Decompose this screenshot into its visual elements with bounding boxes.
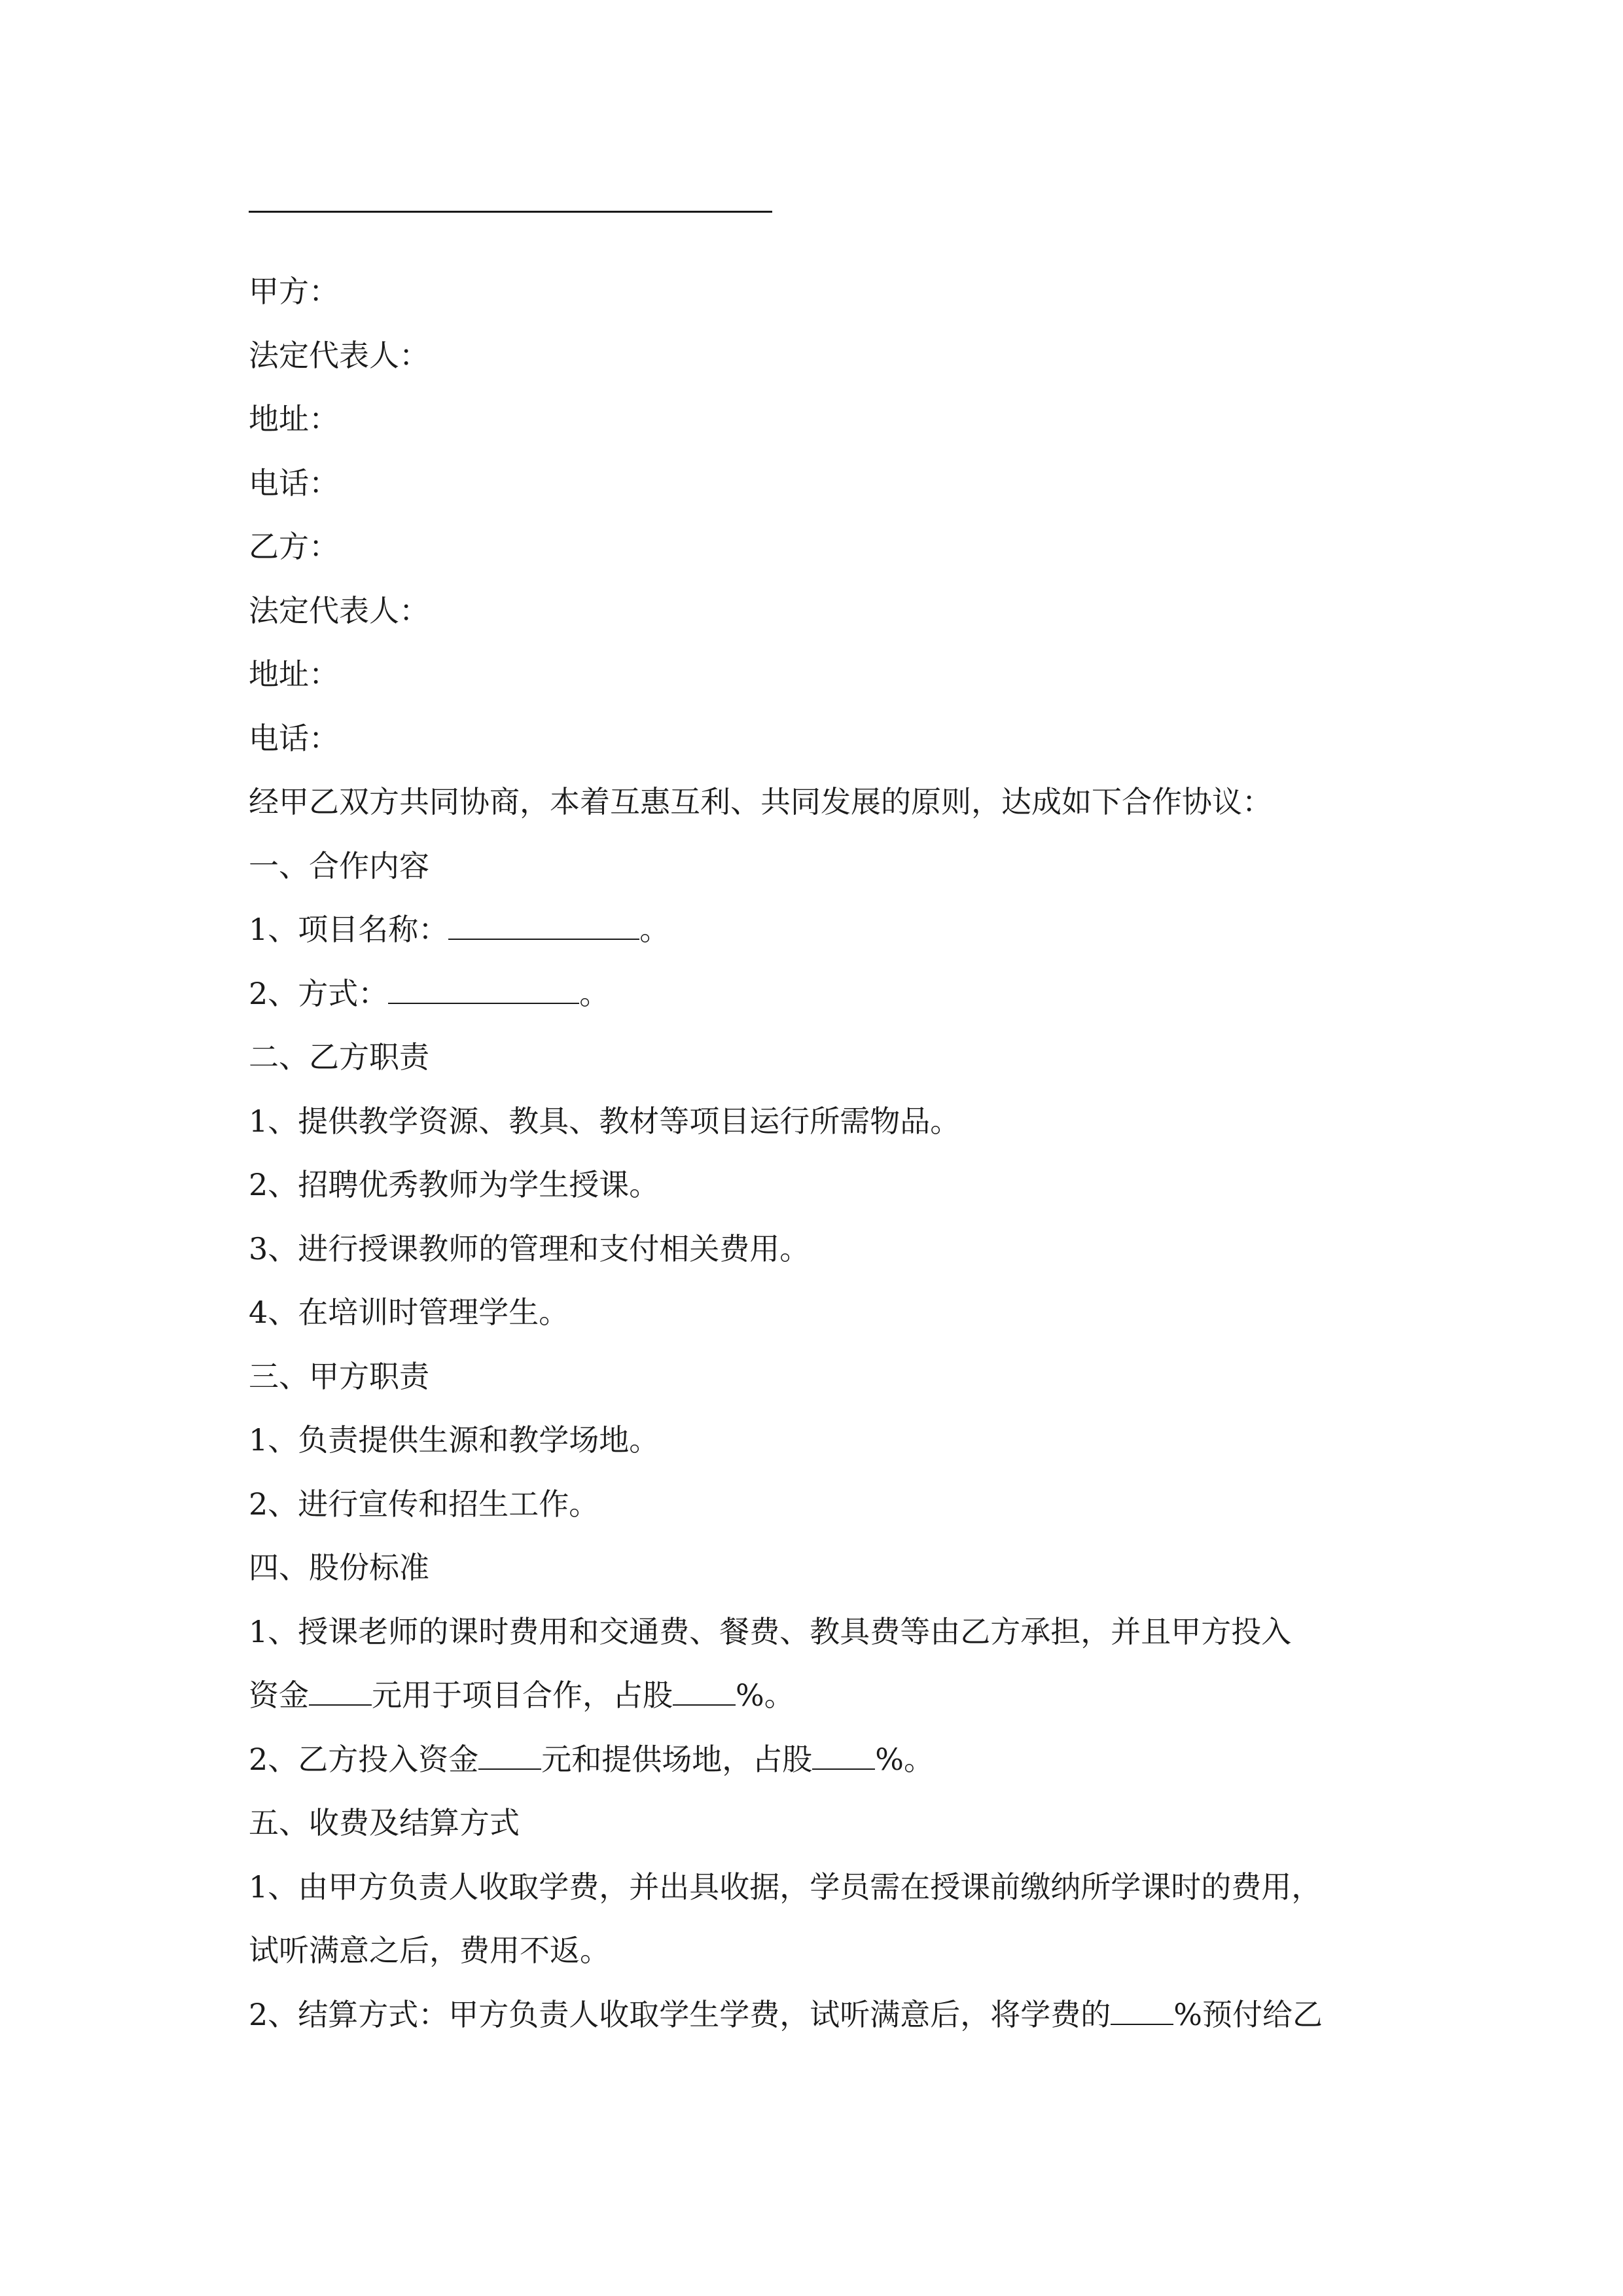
- item-text: 元和提供场地，占股: [541, 1741, 813, 1777]
- item-text: 资金: [249, 1677, 309, 1713]
- document-body: [249, 208, 1400, 2047]
- fill-blank: [812, 1742, 875, 1770]
- item-text: 。: [579, 975, 610, 1011]
- section-4-title: 四、股份标准: [249, 1550, 429, 1585]
- fill-blank: [448, 912, 639, 940]
- item-text: 2、结算方式：甲方负责人收取学生学费，试听满意后，将学费的: [249, 1996, 1111, 2032]
- top-divider-line: [249, 211, 772, 213]
- party-a-phone: 电话：: [249, 465, 339, 501]
- section-1-item-1: [249, 898, 1400, 962]
- fill-blank: [673, 1678, 736, 1706]
- item-text: %。: [875, 1741, 934, 1777]
- section-5-item-2: [249, 1983, 1400, 2047]
- section-4-item-1-line-2: [249, 1664, 1400, 1728]
- fill-blank: [309, 1678, 372, 1706]
- fill-blank: [478, 1742, 541, 1770]
- party-a-label: 甲方：: [249, 274, 339, 309]
- section-4-item-1-line-1: 1、授课老师的课时费用和交通费、餐费、教具费等由乙方承担，并且甲方投入: [249, 1613, 1292, 1649]
- item-text: %预付给乙: [1173, 1996, 1323, 2032]
- section-3-item-1: 1、负责提供生源和教学场地。: [249, 1422, 660, 1458]
- intro-paragraph: 经甲乙双方共同协商，本着互惠互利、共同发展的原则，达成如下合作协议：: [249, 784, 1272, 819]
- section-3-title: 三、甲方职责: [249, 1358, 429, 1394]
- fill-blank: [1111, 1998, 1173, 2025]
- section-2-item-1: 1、提供教学资源、教具、教材等项目运行所需物品。: [249, 1103, 961, 1139]
- item-text: 2、乙方投入资金: [249, 1741, 479, 1777]
- section-3-item-2: 2、进行宣传和招生工作。: [249, 1486, 599, 1522]
- item-text: 。: [639, 912, 670, 947]
- item-text: 1、项目名称：: [249, 912, 449, 947]
- party-b-rep: 法定代表人：: [249, 592, 429, 628]
- section-2-title: 二、乙方职责: [249, 1039, 429, 1075]
- party-a-rep: 法定代表人：: [249, 337, 429, 373]
- section-4-item-2: [249, 1728, 1400, 1792]
- item-text: %。: [736, 1677, 794, 1713]
- section-5-title: 五、收费及结算方式: [249, 1805, 520, 1840]
- fill-blank: [388, 977, 579, 1004]
- party-a-address: 地址：: [249, 401, 339, 437]
- section-2-item-4: 4、在培训时管理学生。: [249, 1295, 569, 1330]
- party-b-label: 乙方：: [249, 529, 339, 564]
- section-2-item-3: 3、进行授课教师的管理和支付相关费用。: [249, 1230, 810, 1266]
- section-5-item-1-line-1: 1、由甲方负责人收取学费，并出具收据，学员需在授课前缴纳所学课时的费用，: [249, 1869, 1322, 1905]
- section-5-item-1-line-2: 试听满意之后，费用不返。: [249, 1933, 610, 1968]
- item-text: 2、方式：: [249, 975, 389, 1011]
- section-1-item-2: [249, 962, 1400, 1026]
- section-1-title: 一、合作内容: [249, 848, 429, 884]
- section-2-item-2: 2、招聘优秀教师为学生授课。: [249, 1167, 660, 1202]
- item-text: 元用于项目合作，占股: [372, 1677, 673, 1713]
- party-b-address: 地址：: [249, 656, 339, 692]
- party-b-phone: 电话：: [249, 720, 339, 756]
